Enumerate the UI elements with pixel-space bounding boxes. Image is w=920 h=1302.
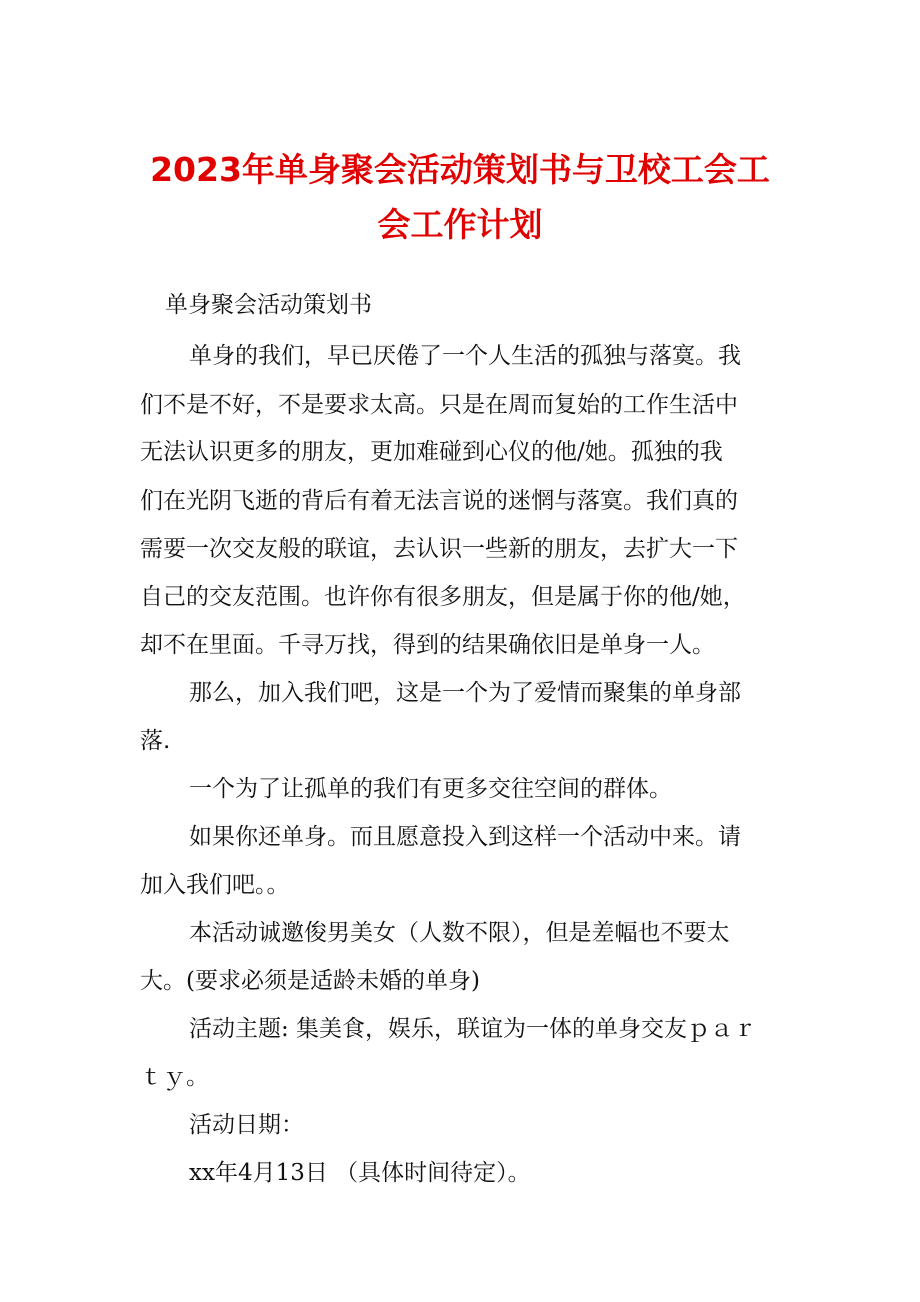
paragraph-line: 无法认识更多的朋友，更加难碰到心仪的他/她。孤独的我 <box>140 439 723 465</box>
paragraph-line: 如果你还单身。而且愿意投入到这样一个活动中来。请 <box>189 824 741 850</box>
document-title-line-2: 会工作计划 <box>377 205 543 244</box>
paragraph-line: 活动日期： <box>189 1112 304 1138</box>
paragraph-line: 自己的交友范围。也许你有很多朋友，但是属于你的他/她， <box>140 584 746 610</box>
paragraph-line: ｔｙ。 <box>140 1064 209 1090</box>
paragraph-line: 本活动诚邀俊男美女（人数不限），但是差幅也不要太 <box>189 920 730 946</box>
paragraph-line: 落. <box>140 728 171 754</box>
paragraph-line: 那么，加入我们吧，这是一个为了爱情而聚集的单身部 <box>189 680 741 706</box>
paragraph-line: 大。(要求必须是适龄未婚的单身) <box>140 968 480 994</box>
paragraph-line: 单身的我们，早已厌倦了一个人生活的孤独与落寞。我 <box>189 343 741 369</box>
document-title-line-1: 2023年单身聚会活动策划书与卫校工会工 <box>150 150 770 189</box>
section-heading: 单身聚会活动策划书 <box>165 292 372 318</box>
paragraph-line: 们在光阴飞逝的背后有着无法言说的迷惘与落寞。我们真的 <box>140 488 738 514</box>
paragraph-line: 一个为了让孤单的我们有更多交往空间的群体。 <box>189 776 672 802</box>
paragraph-line: 却不在里面。千寻万找，得到的结果确依旧是单身一人。 <box>140 632 715 658</box>
paragraph-line: 需要一次交友般的联谊，去认识一些新的朋友，去扩大一下 <box>140 536 738 562</box>
paragraph-line: 加入我们吧。。 <box>140 872 290 898</box>
paragraph-line: xx年4月13日 （具体时间待定）。 <box>189 1160 531 1186</box>
paragraph-line: 活动主题: 集美食，娱乐，联谊为一体的单身交友ｐａｒ <box>189 1016 757 1042</box>
paragraph-line: 们不是不好，不是要求太高。只是在周而复始的工作生活中 <box>140 392 738 418</box>
